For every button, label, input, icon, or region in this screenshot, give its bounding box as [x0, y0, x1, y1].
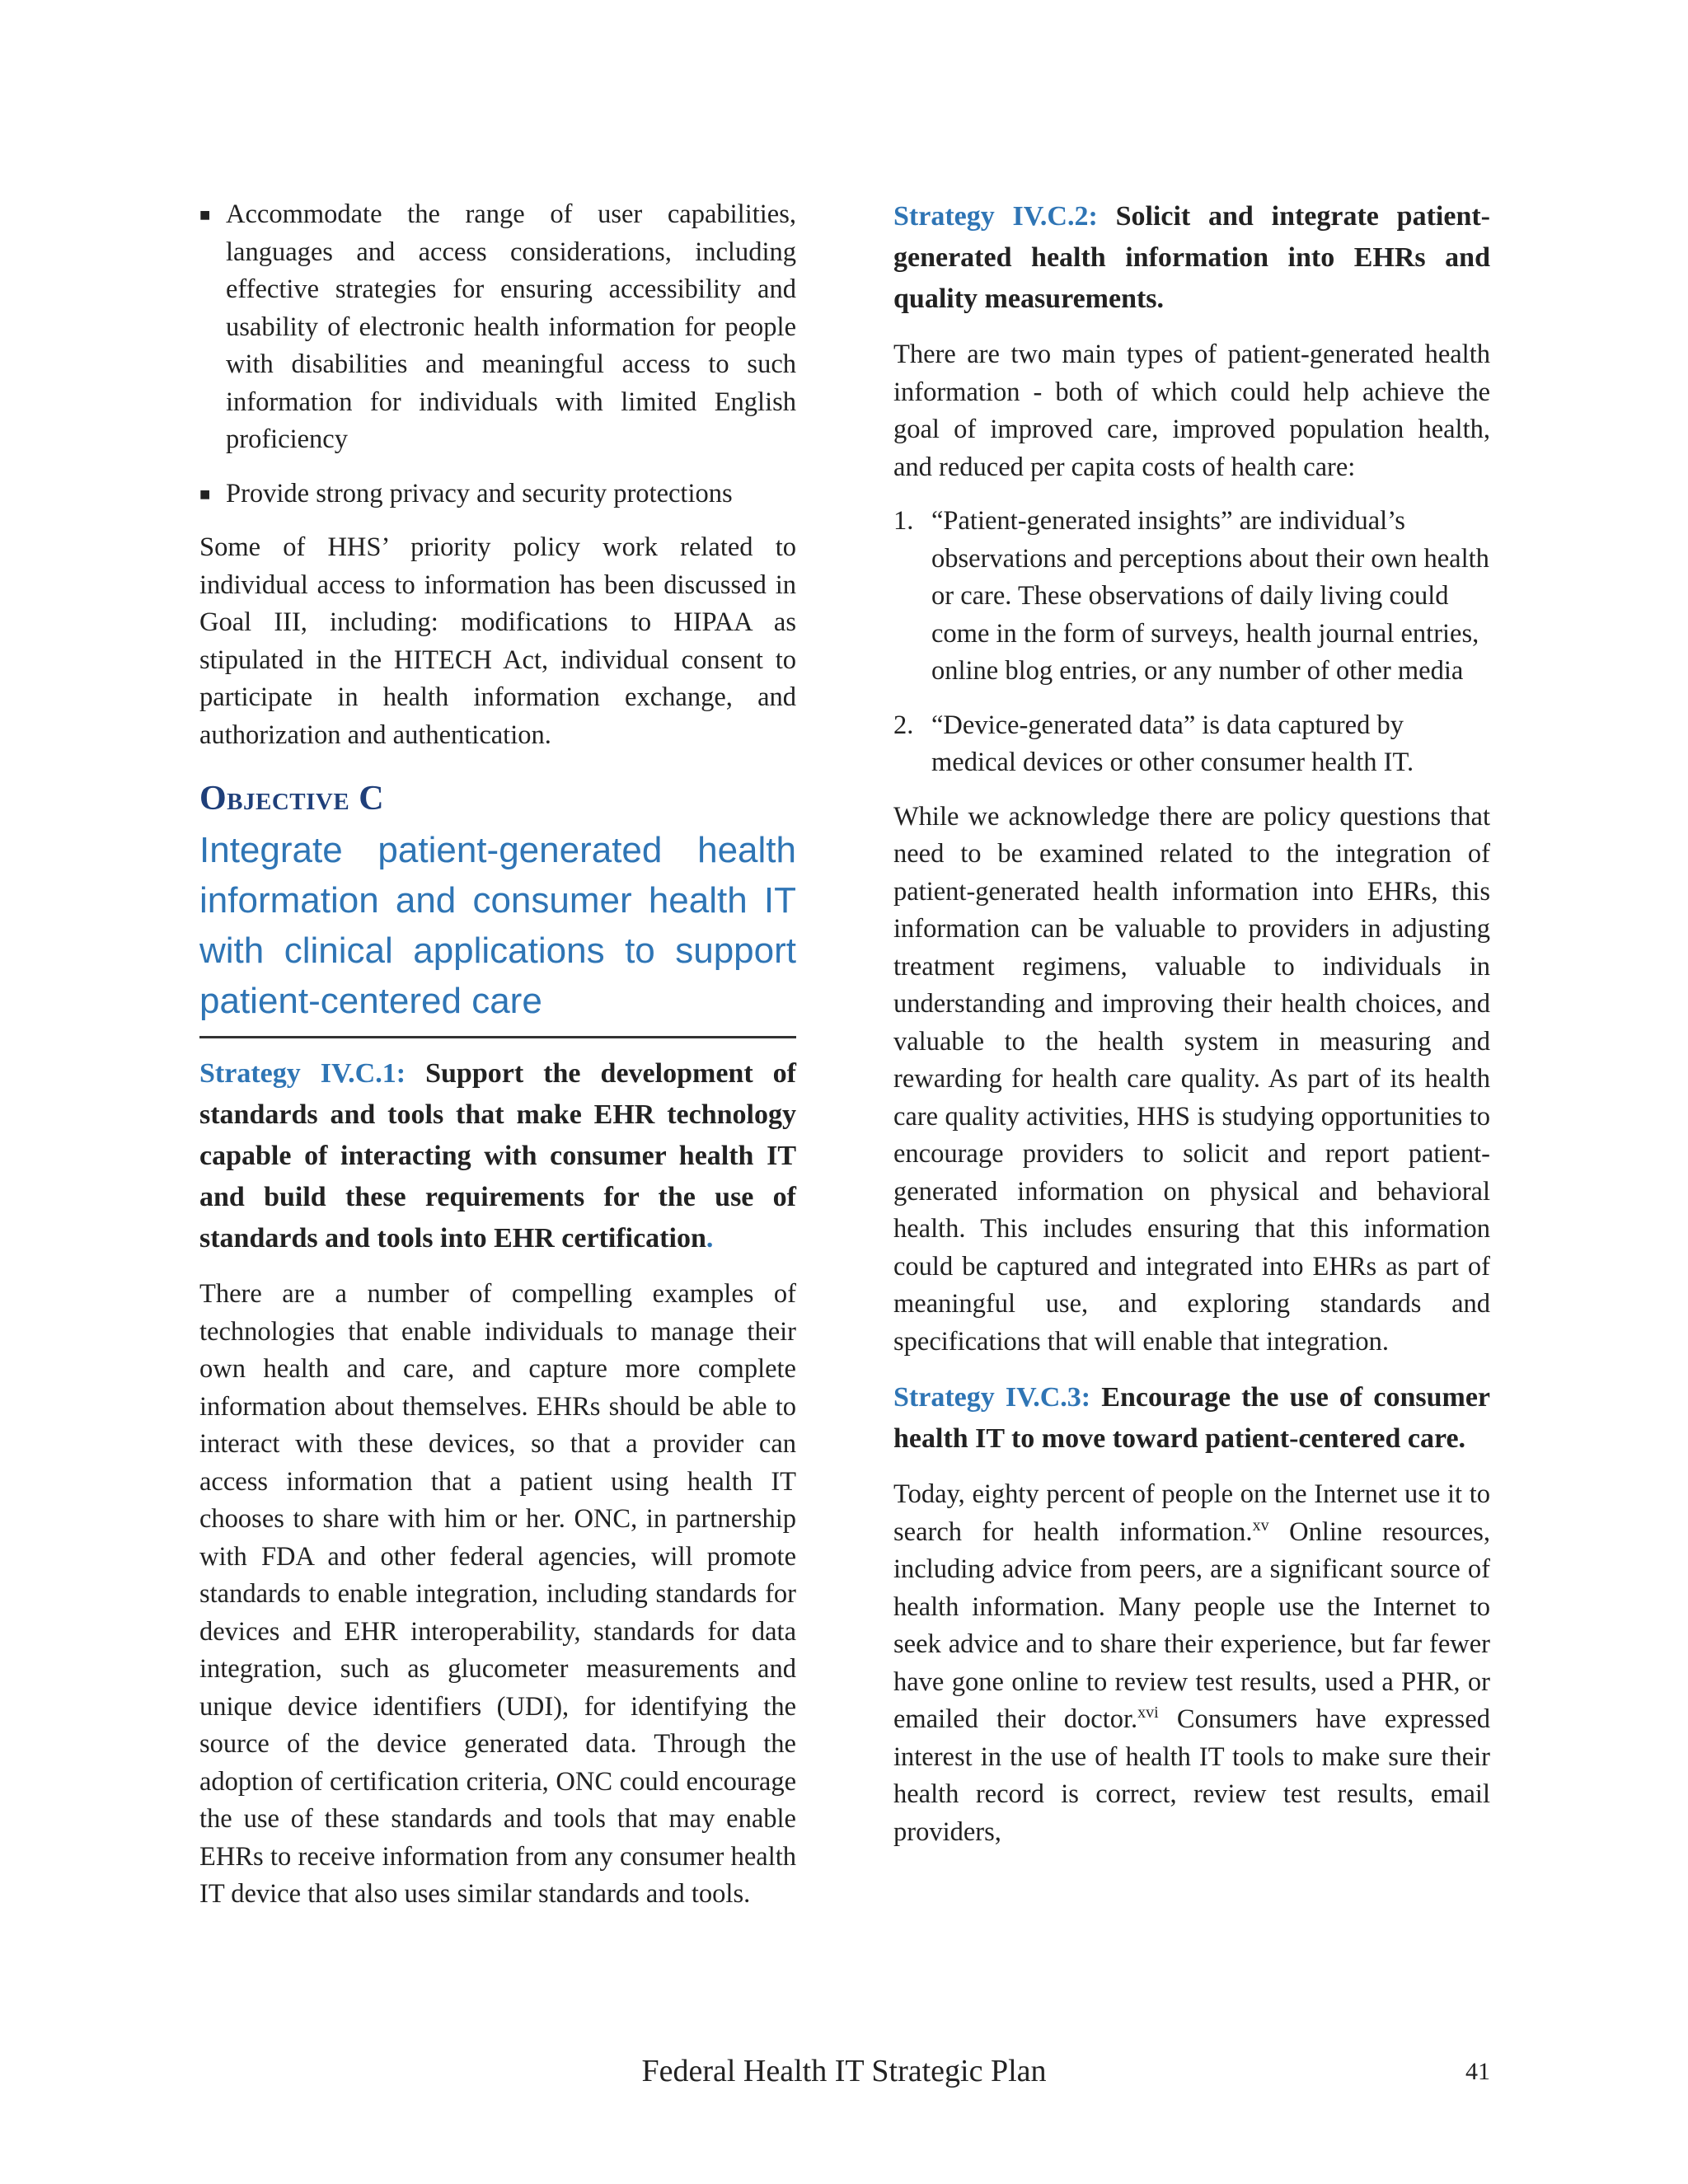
list-item [893, 707, 1490, 782]
list-number: 1. [893, 506, 914, 536]
bullet-item [199, 196, 796, 459]
paragraph-hhs-priority: Some of HHS’ priority policy work related to individual access to information has been discussed in Goal III, including: modifications to HIPAA as stipulated in the HITECH Act, individual consent to participate in health information exchange, and authorization and authentication. [199, 532, 796, 750]
square-bullet-icon: ■ [199, 204, 211, 225]
objective-heading: Objective C [199, 780, 385, 818]
footnote-ref-xv: xv [1252, 1516, 1269, 1535]
strategy-title: Solicit and integrate patient-generated health information into EHRs and quality measurements. [893, 201, 1490, 314]
list-text: “Device-generated data” is data captured by medical devices or other consumer health IT. [931, 710, 1414, 777]
right-column [893, 196, 1490, 1851]
bullet-text: Accommodate the range of user capabilities, languages and access considerations, including effective strategies for ensuring accessibility and usability of electronic health information for people with disabilities and meaningful access to such information for individuals with limited English proficiency [226, 199, 796, 454]
strategy-iv-c-2 [893, 196, 1490, 320]
square-bullet-icon: ■ [199, 483, 211, 504]
bullet-item [199, 476, 796, 513]
strategy-title: Support the development of standards and tools that make EHR technology capable of interacting with consumer health IT and build these requirements for the use of standards and tools into EHR certification [199, 1058, 797, 1254]
list-item [893, 503, 1490, 691]
objective-subtitle: Integrate patient-generated health information and consumer health IT with clinical applications to support patient-centered care [199, 825, 796, 1038]
footnote-ref-xvi: xvi [1137, 1704, 1159, 1722]
bullet-list [199, 196, 796, 513]
text-run: Consumers have expressed interest in the use of health IT tools to make sure their health record is correct, review test results, email providers, [893, 1704, 1491, 1847]
strategy-label: Strategy IV.C.2: [893, 201, 1098, 232]
list-text: “Patient-generated insights” are individual’s observations and perceptions about their own health or care. These observations of daily living could come in the form of surveys, health journal entries, online blog entries, or any number of other media [931, 506, 1489, 686]
numbered-list [893, 503, 1490, 782]
paragraph-compelling-examples: There are a number of compelling examples of technologies that enable individuals to manage their own health and care, and capture more complete information about themselves. EHRs should be able to interact with these devices, so that a provider can access information that a patient using health IT chooses to share with him or her. ONC, in partnership with FDA and other federal agencies, will promote standards to enable integration, including standards for devices and EHR interoperability, standards for data integration, such as glucometer measurements and unique device identifiers (UDI), for identifying the source of the device generated data. Through the adoption of certification criteria, ONC could encourage the use of these standards and tools that may enable EHRs to receive information from any consumer health IT device that also uses similar standards and tools. [199, 1279, 796, 1909]
strategy-label: Strategy IV.C.3: [893, 1382, 1091, 1413]
strategy-iv-c-3 [893, 1377, 1490, 1460]
strategy-end-mark: . [706, 1223, 714, 1254]
strategy-title: Encourage the use of consumer health IT to move toward patient-centered care. [893, 1382, 1491, 1454]
strategy-iv-c-1 [199, 1053, 796, 1259]
paragraph-policy-questions: While we acknowledge there are policy questions that need to be examined related to the integration of patient-generated health information into EHRs, this information can be valuable to providers in adjusting treatment regimens, valuable to individuals in understanding and improving their health choices, and valuable to the health system in measuring and rewarding for health care quality. As part of its health care quality activities, HHS is studying opportunities to encourage providers to solicit and report patient-generated information on physical and behavioral health. This includes ensuring that this information could be captured and integrated into EHRs as part of meaningful use, and exploring standards and specifications that will enable that integration. [893, 801, 1490, 1357]
bullet-text: Provide strong privacy and security protections [226, 478, 733, 509]
left-column [199, 196, 796, 1914]
text-run: Today, eighty percent of people on the Internet use it to search for health information. [893, 1479, 1490, 1547]
list-number: 2. [893, 710, 914, 740]
page-number: 41 [1465, 2058, 1490, 2085]
strategy-label: Strategy IV.C.1: [199, 1058, 406, 1089]
footer-title: Federal Health IT Strategic Plan [641, 2054, 1047, 2088]
paragraph-internet-use [893, 1476, 1490, 1851]
text-run: Online resources, including advice from peers, are a significant source of health information. Many people use the Internet to seek advice and to share their experience, but far fewer have gone online to review test results, used a PHR, or emailed their doctor. [893, 1516, 1490, 1734]
paragraph-two-types: There are two main types of patient-generated health information - both of which could help achieve the goal of improved care, improved population health, and reduced per capita costs of health care: [893, 340, 1490, 482]
